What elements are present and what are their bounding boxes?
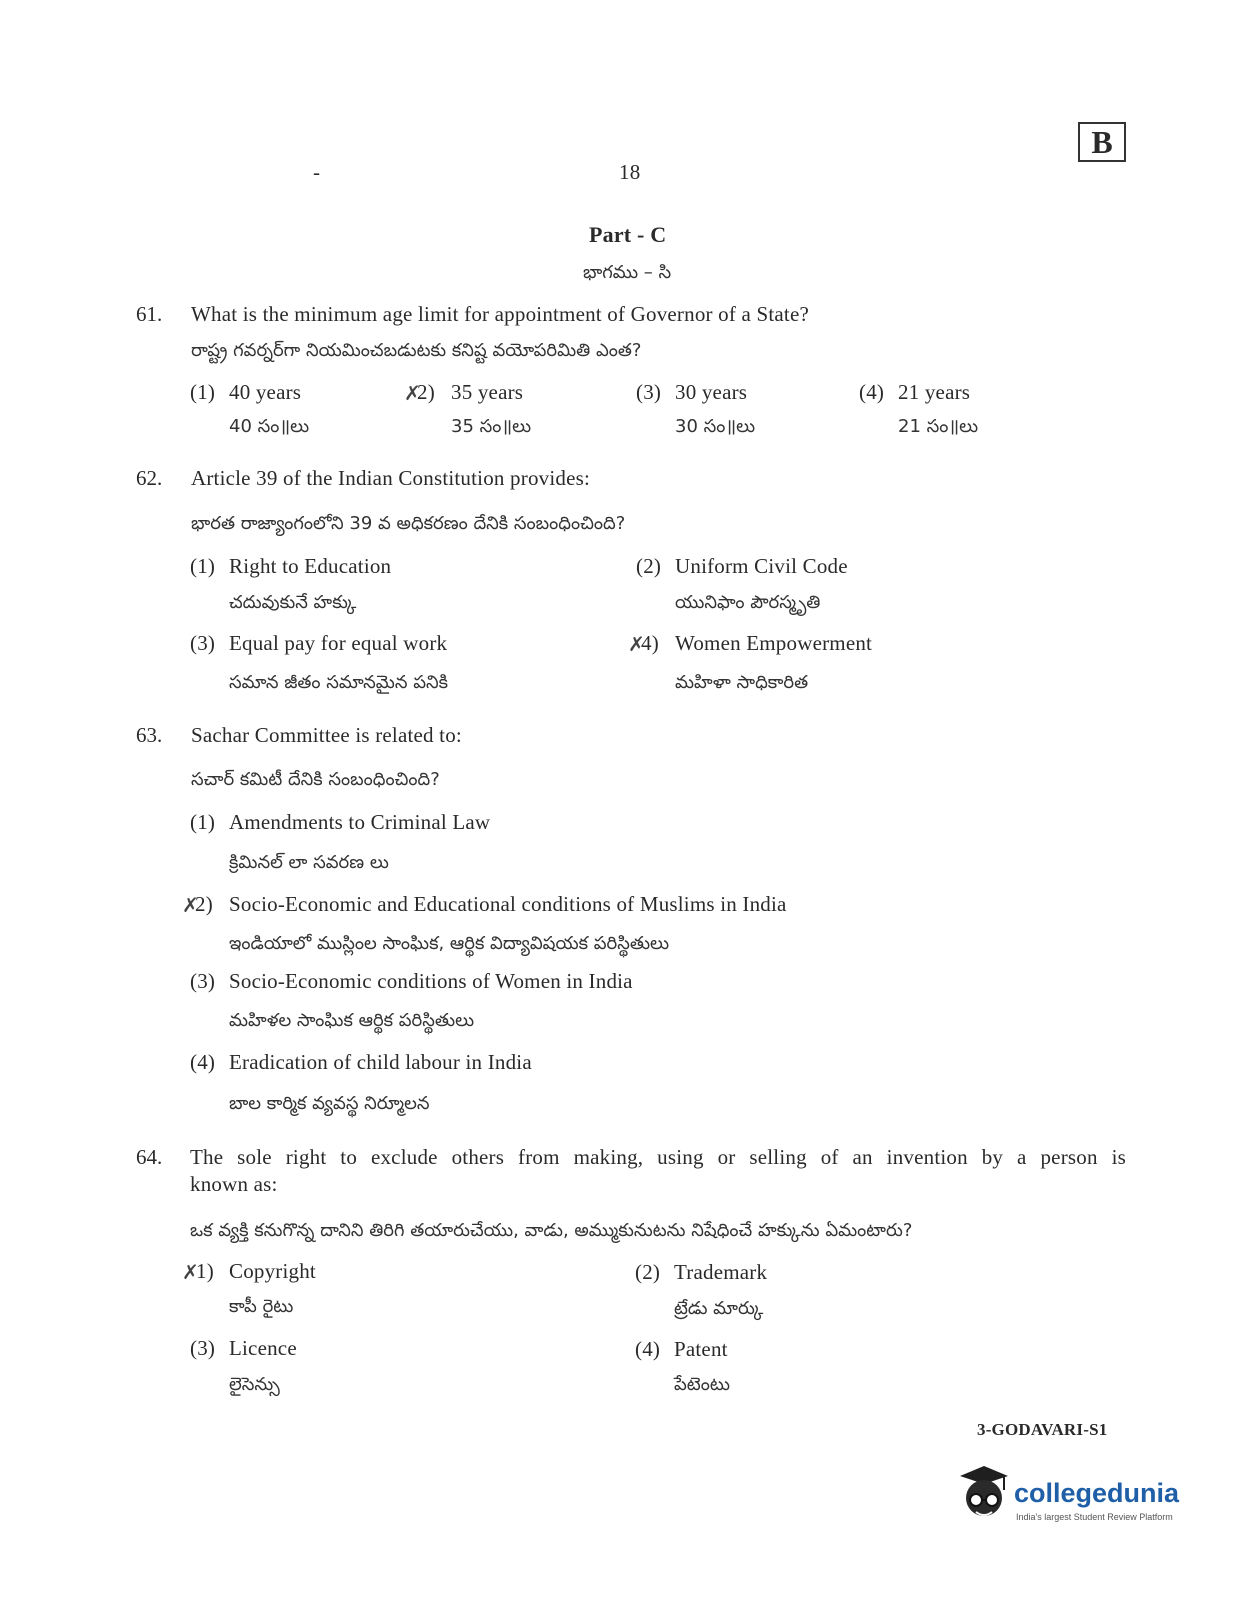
option-text: Uniform Civil Code	[675, 554, 848, 578]
logo-tagline: India's largest Student Review Platform	[1016, 1512, 1173, 1522]
option-num: (4)	[190, 1050, 216, 1074]
option-text: Copyright	[229, 1259, 316, 1283]
option-text-telugu: చదువుకునే హక్కు	[229, 592, 357, 613]
option-num: (3)	[636, 380, 662, 404]
paper-code: 3-GODAVARI-S1	[977, 1420, 1108, 1439]
question-text: Sachar Committee is related to:	[191, 723, 462, 747]
option-text: Women Empowerment	[675, 631, 873, 655]
option-text: 40 years	[229, 380, 302, 404]
option-num: 2)	[417, 380, 435, 404]
option-text-telugu: సమాన జీతం సమానమైన పనికి	[229, 672, 449, 693]
option-text-telugu: క్రిమినల్ లా సవరణ లు	[229, 852, 389, 873]
option-text: 30 years	[675, 380, 748, 404]
mascot-icon	[956, 1462, 1012, 1526]
option-text-telugu: పేటెంటు	[674, 1374, 730, 1395]
option-text-telugu: కాపీ రైటు	[229, 1296, 294, 1317]
option-text: Patent	[674, 1337, 728, 1361]
tick-mark-icon: ✗	[182, 1262, 199, 1284]
option-text: Equal pay for equal work	[229, 631, 448, 655]
option-text: Socio-Economic and Educational conditions of Muslims in India	[229, 892, 787, 916]
question-number: 64.	[136, 1145, 163, 1169]
option-num: (1)	[190, 554, 216, 578]
question-text-telugu: భారత రాజ్యాంగంలోని 39 వ అధికరణం దేనికి సంబంధించింది?	[191, 513, 626, 534]
option-text-telugu: మహిళా సాధికారిత	[675, 672, 809, 693]
option-num: 4)	[641, 631, 659, 655]
option-text: Licence	[229, 1336, 297, 1360]
option-text: Eradication of child labour in India	[229, 1050, 532, 1074]
option-text-telugu: 40 సం॥లు	[229, 416, 310, 437]
option-text: 21 years	[898, 380, 971, 404]
option-text-telugu: ఇండియాలో ముస్లింల సాంఘిక, ఆర్థిక విద్యావిషయక పరిస్థితులు	[229, 933, 670, 954]
option-num: (1)	[190, 380, 216, 404]
booklet-series-badge: B	[1078, 122, 1126, 162]
logo-wordmark: collegedunia	[1014, 1478, 1180, 1508]
section-title-telugu: భాగము – సి	[583, 262, 672, 283]
option-text-telugu: ట్రేడు మార్కు	[674, 1298, 764, 1319]
page-number: 18	[619, 160, 641, 184]
question-text-telugu: సచార్ కమిటీ దేనికి సంబంధించింది?	[191, 769, 440, 790]
option-text: 35 years	[451, 380, 524, 404]
option-text-telugu: లైసెన్సు	[229, 1374, 280, 1395]
option-num: (3)	[190, 631, 216, 655]
option-num: (1)	[190, 810, 216, 834]
stray-dash: -	[313, 160, 321, 184]
option-num: (4)	[635, 1337, 661, 1361]
question-text: What is the minimum age limit for appointment of Governor of a State?	[191, 302, 809, 326]
option-num: (4)	[859, 380, 885, 404]
option-text-telugu: యునిఫాం పౌరస్మృతి	[675, 592, 821, 613]
option-num: 1)	[196, 1259, 214, 1283]
option-num: 2)	[195, 892, 213, 916]
question-number: 61.	[136, 302, 163, 326]
option-text: Amendments to Criminal Law	[229, 810, 491, 834]
option-text-telugu: మహిళల సాంఘిక ఆర్థిక పరిస్థితులు	[229, 1010, 475, 1031]
option-text-telugu: 21 సం॥లు	[898, 416, 979, 437]
question-text: Article 39 of the Indian Constitution provides:	[191, 466, 591, 490]
question-text-line2: known as:	[190, 1172, 278, 1196]
option-text: Socio-Economic conditions of Women in India	[229, 969, 633, 993]
option-text-telugu: బాల కార్మిక వ్యవస్థ నిర్మూలన	[229, 1093, 430, 1114]
option-num: (3)	[190, 1336, 216, 1360]
section-title: Part - C	[589, 222, 667, 247]
question-text-telugu: ఒక వ్యక్తి కనుగొన్న దానిని తిరిగి తయారుచేయు, వాడు, అమ్ముకునుటను నిషేధించే హక్కును ఏమంటారు?	[190, 1220, 913, 1241]
question-number: 63.	[136, 723, 163, 747]
question-text-line1: The sole right to exclude others from making, using or selling of an invention by a person is	[190, 1145, 1126, 1169]
tick-mark-icon: ✗	[404, 383, 421, 405]
option-num: (2)	[636, 554, 662, 578]
option-text: Trademark	[674, 1260, 768, 1284]
question-number: 62.	[136, 466, 163, 490]
option-text-telugu: 35 సం॥లు	[451, 416, 532, 437]
option-text: Right to Education	[229, 554, 392, 578]
tick-mark-icon: ✗	[182, 895, 199, 917]
option-text-telugu: 30 సం॥లు	[675, 416, 756, 437]
option-num: (3)	[190, 969, 216, 993]
option-num: (2)	[635, 1260, 661, 1284]
tick-mark-icon: ✗	[628, 634, 645, 656]
question-text-telugu: రాష్ట్ర గవర్నర్‌గా నియమించబడుటకు కనిష్ట వయోపరిమితి ఎంత?	[191, 340, 642, 361]
